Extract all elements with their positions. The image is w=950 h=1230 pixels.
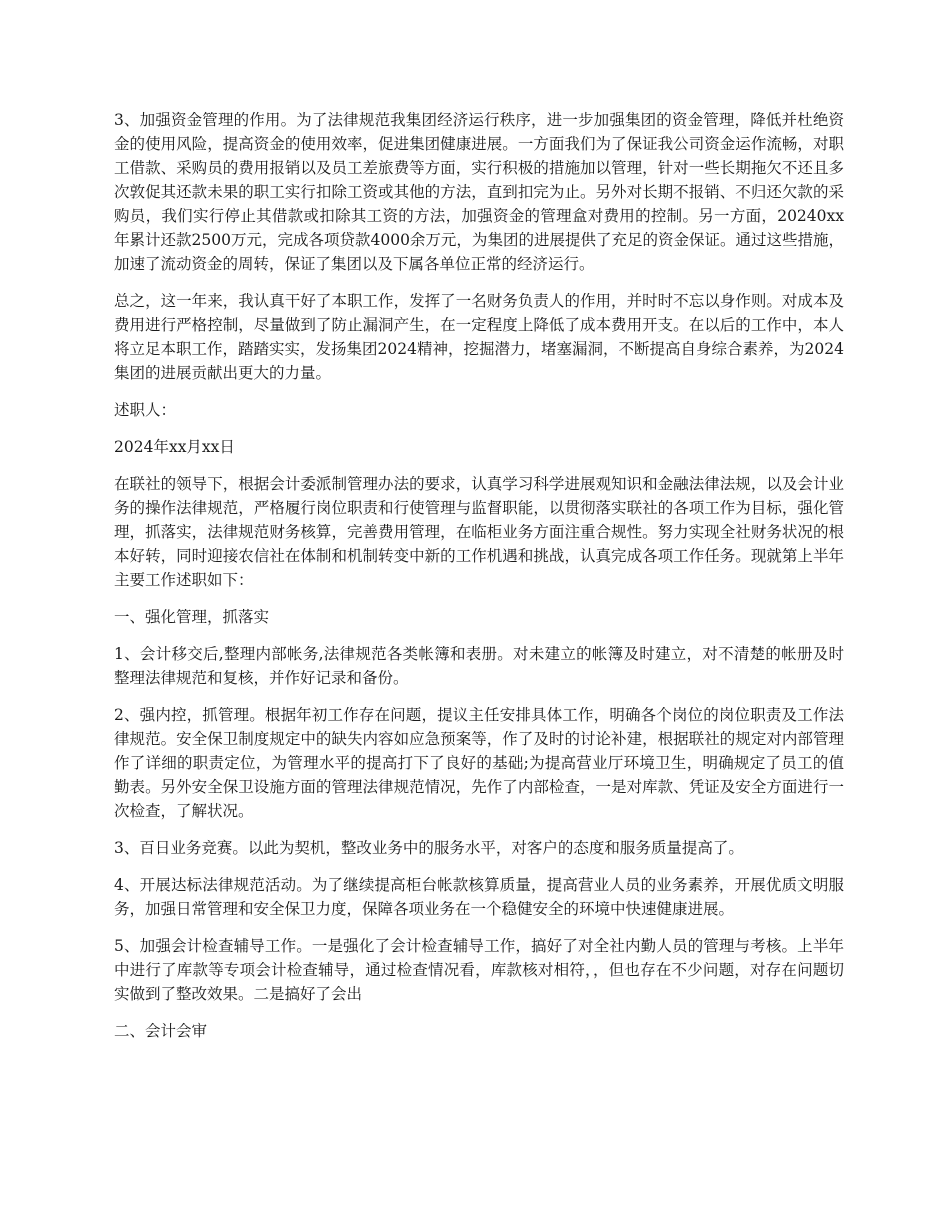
paragraph-summary: 总之，这一年来，我认真干好了本职工作，发挥了一名财务负责人的作用，并时时不忘以身作则。对成本及费用进行严格控制，尽量做到了防止漏洞产生，在一定程度上降低了成本费用开支。在以后的工作中，本人将立足本职工作，踏踏实实，发扬集团2024精神，挖掘潜力，堵塞漏洞，不断提高自身综合素养，为2024集团的进展贡献出更大的力量。 (114, 292, 844, 382)
paragraph-item-2: 2、强内控，抓管理。根据年初工作存在问题，提议主任安排具体工作，明确各个岗位的岗位职责及工作法律规范。安全保卫制度规定中的缺失内容如应急预案等，作了及时的讨论补建，根据联社的规定对内部管理作了详细的职责定位，为管理水平的提高打下了良好的基础;为提高营业厅环境卫生，明确规定了员工的值勤表。另外安全保卫设施方面的管理法律规范情况，先作了内部检查，一是对库款、凭证及安全方面进行一次检查，了解状况。 (114, 706, 844, 820)
signature-label: 述职人： (114, 401, 177, 419)
section-heading-1: 一、强化管理，抓落实 (114, 608, 270, 626)
paragraph-item-5: 5、加强会计检查辅导工作。一是强化了会计检查辅导工作，搞好了对全社内勤人员的管理与考核。上半年中进行了库款等专项会计检查辅导，通过检查情况看，库款核对相符，，但也存在不少问题，对存在问题切实做到了整改效果。二是搞好了会出 (114, 937, 844, 1003)
paragraph-item-1: 1、会计移交后,整理内部帐务,法律规范各类帐簿和表册。对未建立的帐簿及时建立，对不清楚的帐册及时整理法律规范和复核，并作好记录和备份。 (114, 645, 844, 687)
document-body (114, 108, 844, 1056)
paragraph-fund-management: 3、加强资金管理的作用。为了法律规范我集团经济运行秩序，进一步加强集团的资金管理，降低并杜绝资金的使用风险，提高资金的使用效率，促进集团健康进展。一方面我们为了保证我公司资金运作流畅，对职工借款、采购员的费用报销以及员工差旅费等方面，实行积极的措施加以管理，针对一些长期拖欠不还且多次敦促其还款未果的职工实行扣除工资或其他的方法，直到扣完为止。另外对长期不报销、不归还欠款的采购员，我们实行停止其借款或扣除其工资的方法，加强资金的管理盒对费用的控制。另一方面，20240xx年累计还款2500万元，完成各项贷款4000余万元，为集团的进展提供了充足的资金保证。通过这些措施，加速了流动资金的周转，保证了集团以及下属各单位正常的经济运行。 (114, 111, 844, 273)
paragraph-intro: 在联社的领导下，根据会计委派制管理办法的要求，认真学习科学进展观知识和金融法律法规，以及会计业务的操作法律规范，严格履行岗位职责和行使管理与监督职能，以贯彻落实联社的各项工作为目标，强化管理，抓落实，法律规范财务核算，完善费用管理，在临柜业务方面注重合规性。努力实现全社财务状况的根本好转，同时迎接农信社在体制和机制转变中新的工作机遇和挑战，认真完成各项工作任务。现就第上半年主要工作述职如下： (114, 475, 844, 589)
paragraph-item-4: 4、开展达标法律规范活动。为了继续提高柜台帐款核算质量，提高营业人员的业务素养，开展优质文明服务，加强日常管理和安全保卫力度，保障各项业务在一个稳健安全的环境中快速健康进展。 (114, 876, 844, 918)
paragraph-item-3: 3、百日业务竞赛。以此为契机，整改业务中的服务水平，对客户的态度和服务质量提高了。 (114, 839, 744, 857)
report-date: 2024年xx月xx日 (114, 438, 235, 456)
section-heading-2: 二、会计会审 (114, 1022, 208, 1040)
